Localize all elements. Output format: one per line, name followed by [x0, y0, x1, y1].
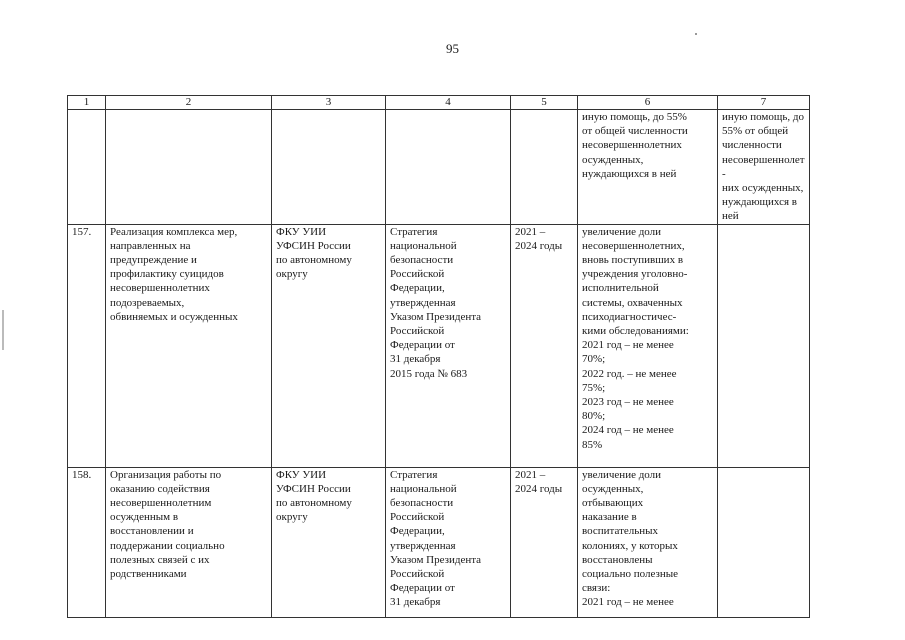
document-cell [386, 110, 511, 225]
measure-cell [106, 110, 272, 225]
term-cell: 2021 – 2024 годы [511, 467, 578, 617]
column-header-1: 1 [68, 96, 106, 110]
document-cell: Стратегия национальной безопасности Российской Федерации, утвержденная Указом Президента Российской Федерации от 31 декабря 2015 года № 683 [386, 224, 511, 467]
indicator-cell-7 [718, 467, 810, 617]
row-number [68, 110, 106, 225]
column-header-4: 4 [386, 96, 511, 110]
document-cell: Стратегия национальной безопасности Российской Федерации, утвержденная Указом Президента Российской Федерации от 31 декабря [386, 467, 511, 617]
executor-cell [272, 110, 386, 225]
page-number: 95 [446, 41, 459, 56]
table-row [68, 467, 810, 617]
term-cell: 2021 – 2024 годы [511, 224, 578, 467]
measure-cell: Организация работы по оказанию содействия несовершеннолетним осужденным в восстановлении и поддержании социально полезных связей с их родственниками [106, 467, 272, 617]
column-header-6: 6 [578, 96, 718, 110]
table-row [68, 224, 810, 467]
indicator-cell-7: иную помощь, до 55% от общей численности несовершеннолет- них осужденных, нуждающихся в ней [718, 110, 810, 225]
indicator-cell-6: увеличение доли несовершеннолетних, вновь поступивших в учреждения уголовно- исполнительной системы, охваченных психодиагностичес- кими обследованиями: 2021 год – не менее 70%; 2022 год. – не менее 75%; 2023 год – не менее 80%; 2024 год – не менее 85% [578, 224, 718, 467]
executor-cell: ФКУ УИИ УФСИН России по автономному округу [272, 224, 386, 467]
header-row [68, 96, 810, 110]
action-plan-table [67, 95, 810, 618]
scan-speck [2, 310, 4, 350]
indicator-cell-6: увеличение доли осужденных, отбывающих наказание в воспитательных колониях, у которых восстановлены социально полезные связи: 2021 год – не менее [578, 467, 718, 617]
column-header-2: 2 [106, 96, 272, 110]
scan-speck [695, 33, 697, 35]
row-number: 158. [68, 467, 106, 617]
column-header-3: 3 [272, 96, 386, 110]
indicator-cell-7 [718, 224, 810, 467]
term-cell [511, 110, 578, 225]
measure-cell: Реализация комплекса мер, направленных на предупреждение и профилактику суицидов несовершеннолетних подозреваемых, обвиняемых и осужденных [106, 224, 272, 467]
column-header-5: 5 [511, 96, 578, 110]
indicator-cell-6: иную помощь, до 55% от общей численности несовершеннолетних осужденных, нуждающихся в ней [578, 110, 718, 225]
row-number: 157. [68, 224, 106, 467]
column-header-7: 7 [718, 96, 810, 110]
executor-cell: ФКУ УИИ УФСИН России по автономному округу [272, 467, 386, 617]
table-row [68, 110, 810, 225]
